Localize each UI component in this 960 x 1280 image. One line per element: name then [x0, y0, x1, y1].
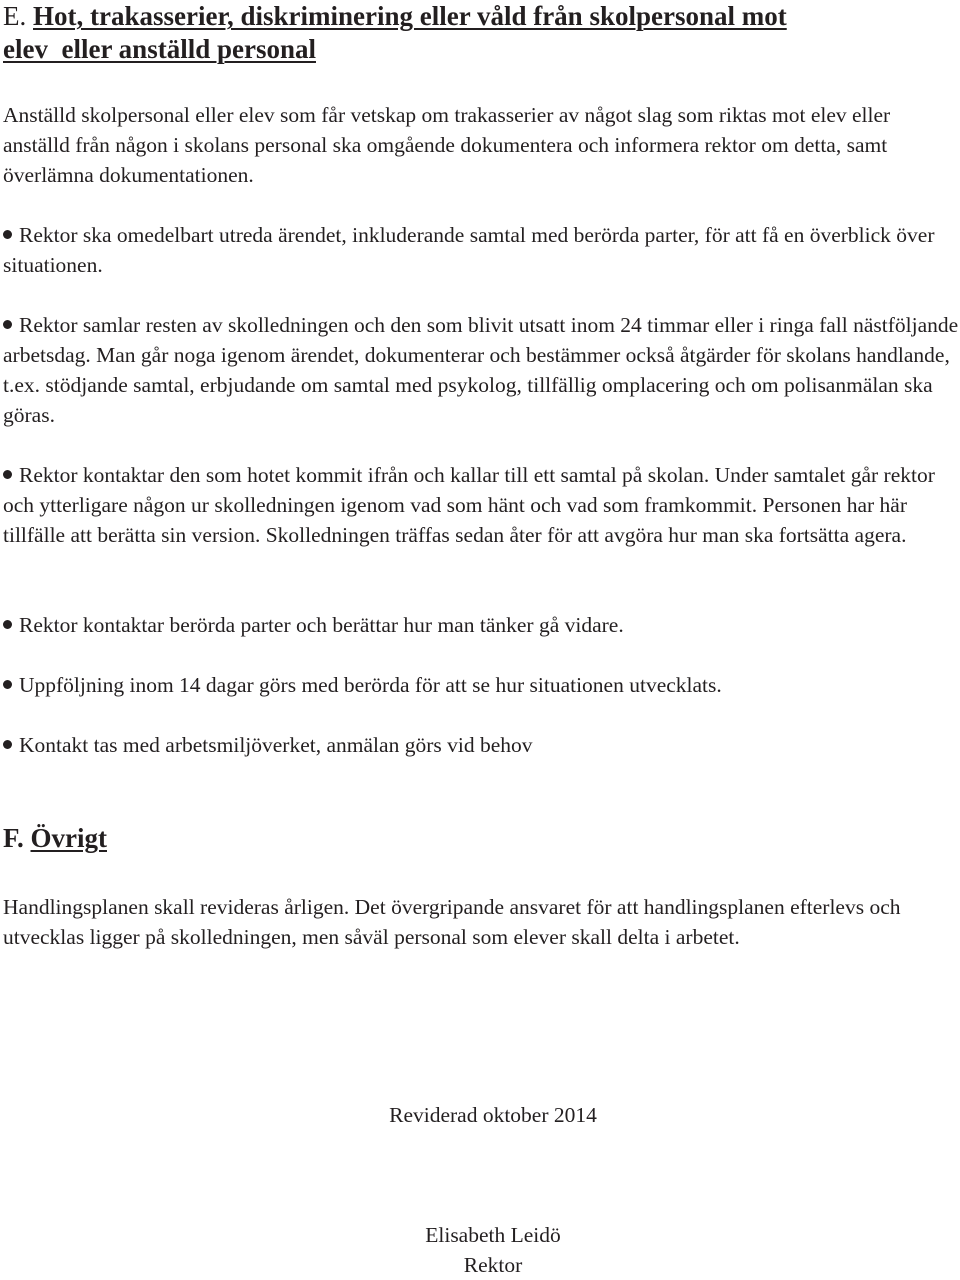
section-e-intro: Anställd skolpersonal eller elev som får vetskap om trakasserier av något slag som riktas mot elev eller anställd från någon i skolans personal ska omgående dokumentera och informera rektor om detta, samt överlämna dokumentationen.: [3, 103, 891, 187]
bullet-text: Uppföljning inom 14 dagar görs med berörda för att se hur situationen utvecklats.: [19, 673, 722, 697]
signature-role: Rektor: [463, 1253, 523, 1277]
signature-name: Elisabeth Leidö: [425, 1223, 561, 1247]
bullet-icon: [3, 680, 12, 689]
section-f-letter: F.: [3, 823, 24, 853]
section-f-heading: [3, 822, 957, 855]
bullet-item-5: [3, 670, 960, 700]
bullet-item-4: [3, 610, 960, 640]
bullet-text: Rektor samlar resten av skolledningen och den som blivit utsatt inom 24 timmar eller i ringa fall nästföljande arbetsdag. Man går noga igenom ärendet, dokumenterar och bestämmer också åtgärder för skolans handlande, t.ex. stödjande samtal, erbjudande om samtal med psykolog, tillfällig omplacering och om polisanmälan ska göras.: [3, 313, 959, 427]
section-f-title: Övrigt: [30, 823, 107, 853]
bullet-item-6: [3, 730, 960, 760]
bullet-text: Kontakt tas med arbetsmiljöverket, anmälan görs vid behov: [19, 733, 533, 757]
bullet-icon: [3, 740, 12, 749]
bullet-item-2: [3, 310, 960, 430]
section-e-heading: [3, 0, 957, 66]
bullet-text: Rektor kontaktar den som hotet kommit ifrån och kallar till ett samtal på skolan. Under samtalet går rektor och ytterligare någon ur skolledningen igenom vad som hänt och vad som framkommit. Personen har här tillfälle att berätta sin version. Skolledningen träffas sedan åter för att avgöra hur man ska fortsätta agera.: [3, 463, 935, 547]
bullet-icon: [3, 230, 12, 239]
bullet-item-1: [3, 220, 960, 280]
section-f-text: Handlingsplanen skall revideras årligen. Det övergripande ansvaret för att handlingsplanen efterlevs och utvecklas ligger på skolledningen, men såväl personal som elever skall delta i arbetet.: [3, 895, 901, 949]
bullet-text: Rektor ska omedelbart utreda ärendet, inkluderande samtal med berörda parter, för att få en överblick över situationen.: [3, 223, 935, 277]
section-e-title-line1: Hot, trakasserier, diskriminering eller våld från skolpersonal mot: [33, 1, 787, 31]
section-e-title-line2: elev eller anställd personal: [3, 34, 316, 64]
bullet-text: Rektor kontaktar berörda parter och berättar hur man tänker gå vidare.: [19, 613, 624, 637]
bullet-icon: [3, 620, 12, 629]
revision-date: Reviderad oktober 2014: [389, 1103, 597, 1127]
section-e-letter: E.: [3, 1, 27, 31]
bullet-item-3: [3, 460, 960, 550]
bullet-icon: [3, 470, 12, 479]
bullet-icon: [3, 320, 12, 329]
